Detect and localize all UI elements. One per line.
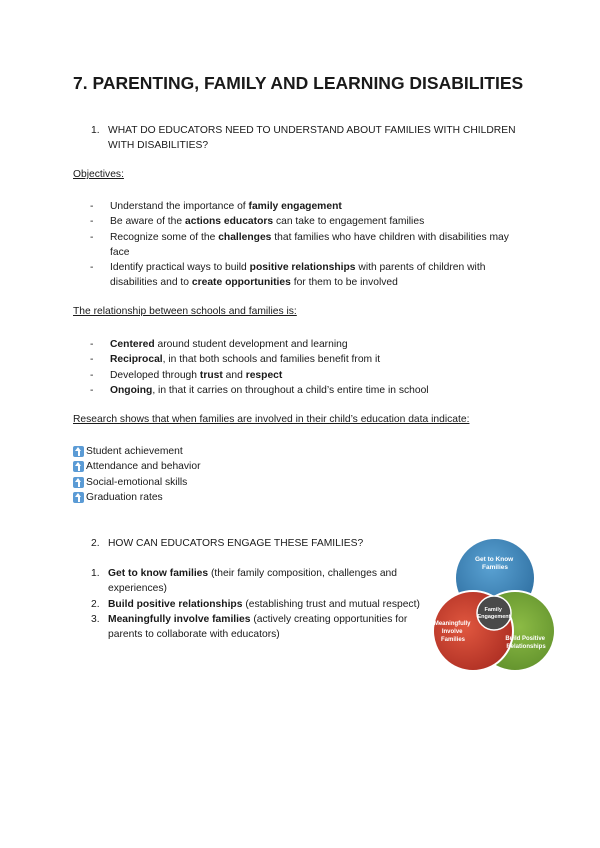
venn-label-left: Meaningfully Involve Families	[433, 621, 471, 643]
research-heading: Research shows that when families are involved in their child’s education data indicate:	[73, 414, 470, 425]
list-item: Attendance and behavior	[73, 459, 201, 474]
list-item: - Recognize some of the challenges that families who have children with disabilities may face	[90, 231, 509, 258]
objectives-list	[73, 199, 510, 291]
up-arrow-icon	[73, 477, 84, 488]
relationship-heading: The relationship between schools and families is:	[73, 306, 297, 317]
list-item: Social-emotional skills	[73, 475, 201, 490]
objectives-heading: Objectives:	[73, 169, 124, 180]
steps-list	[91, 566, 426, 642]
question-text: HOW CAN EDUCATORS ENGAGE THESE FAMILIES?	[108, 538, 364, 549]
list-item: - Developed through trust and respect	[90, 369, 283, 381]
page-title: 7. PARENTING, FAMILY AND LEARNING DISABILITIES	[73, 73, 524, 93]
list-item: - Understand the importance of family engagement	[90, 201, 342, 212]
list-item: - Ongoing, in that it carries on throughout a child’s entire time in school	[90, 384, 429, 396]
list-item: - Identify practical ways to build positive relationships with parents of children with disabilities and to create opportunities for them to be involved	[90, 262, 486, 289]
up-arrow-icon	[73, 461, 84, 472]
list-item: - Be aware of the actions educators can take to engagement families	[90, 216, 425, 228]
question-text: WHAT DO EDUCATORS NEED TO UNDERSTAND ABOUT FAMILIES WITH CHILDREN WITH DISABILITIES?	[108, 125, 516, 151]
list-item: - Centered around student development and learning	[90, 339, 348, 350]
question-number: 1.	[91, 125, 100, 136]
venn-label-right: Build Positive Relationships	[505, 636, 546, 650]
list-item: 2. Build positive relationships (establishing trust and mutual respect)	[91, 598, 420, 610]
family-engagement-venn-diagram	[431, 537, 559, 673]
list-item: - Reciprocal, in that both schools and families benefit from it	[90, 354, 381, 366]
question-number: 2.	[91, 538, 100, 549]
list-item: Graduation rates	[73, 490, 201, 505]
research-list	[73, 444, 201, 505]
relationship-list	[73, 337, 510, 398]
venn-label-center: Family Engagement	[477, 607, 511, 620]
venn-label-top: Get to Know Families	[474, 556, 514, 571]
up-arrow-icon	[73, 446, 84, 457]
list-item: 1. Get to know families (their family composition, challenges and experiences)	[91, 568, 398, 595]
list-item: 3. Meaningfully involve families (actively creating opportunities for parents to collaborate with educators)	[91, 613, 408, 641]
venn-center	[477, 596, 511, 630]
up-arrow-icon	[73, 492, 84, 503]
list-item: Student achievement	[73, 444, 201, 459]
